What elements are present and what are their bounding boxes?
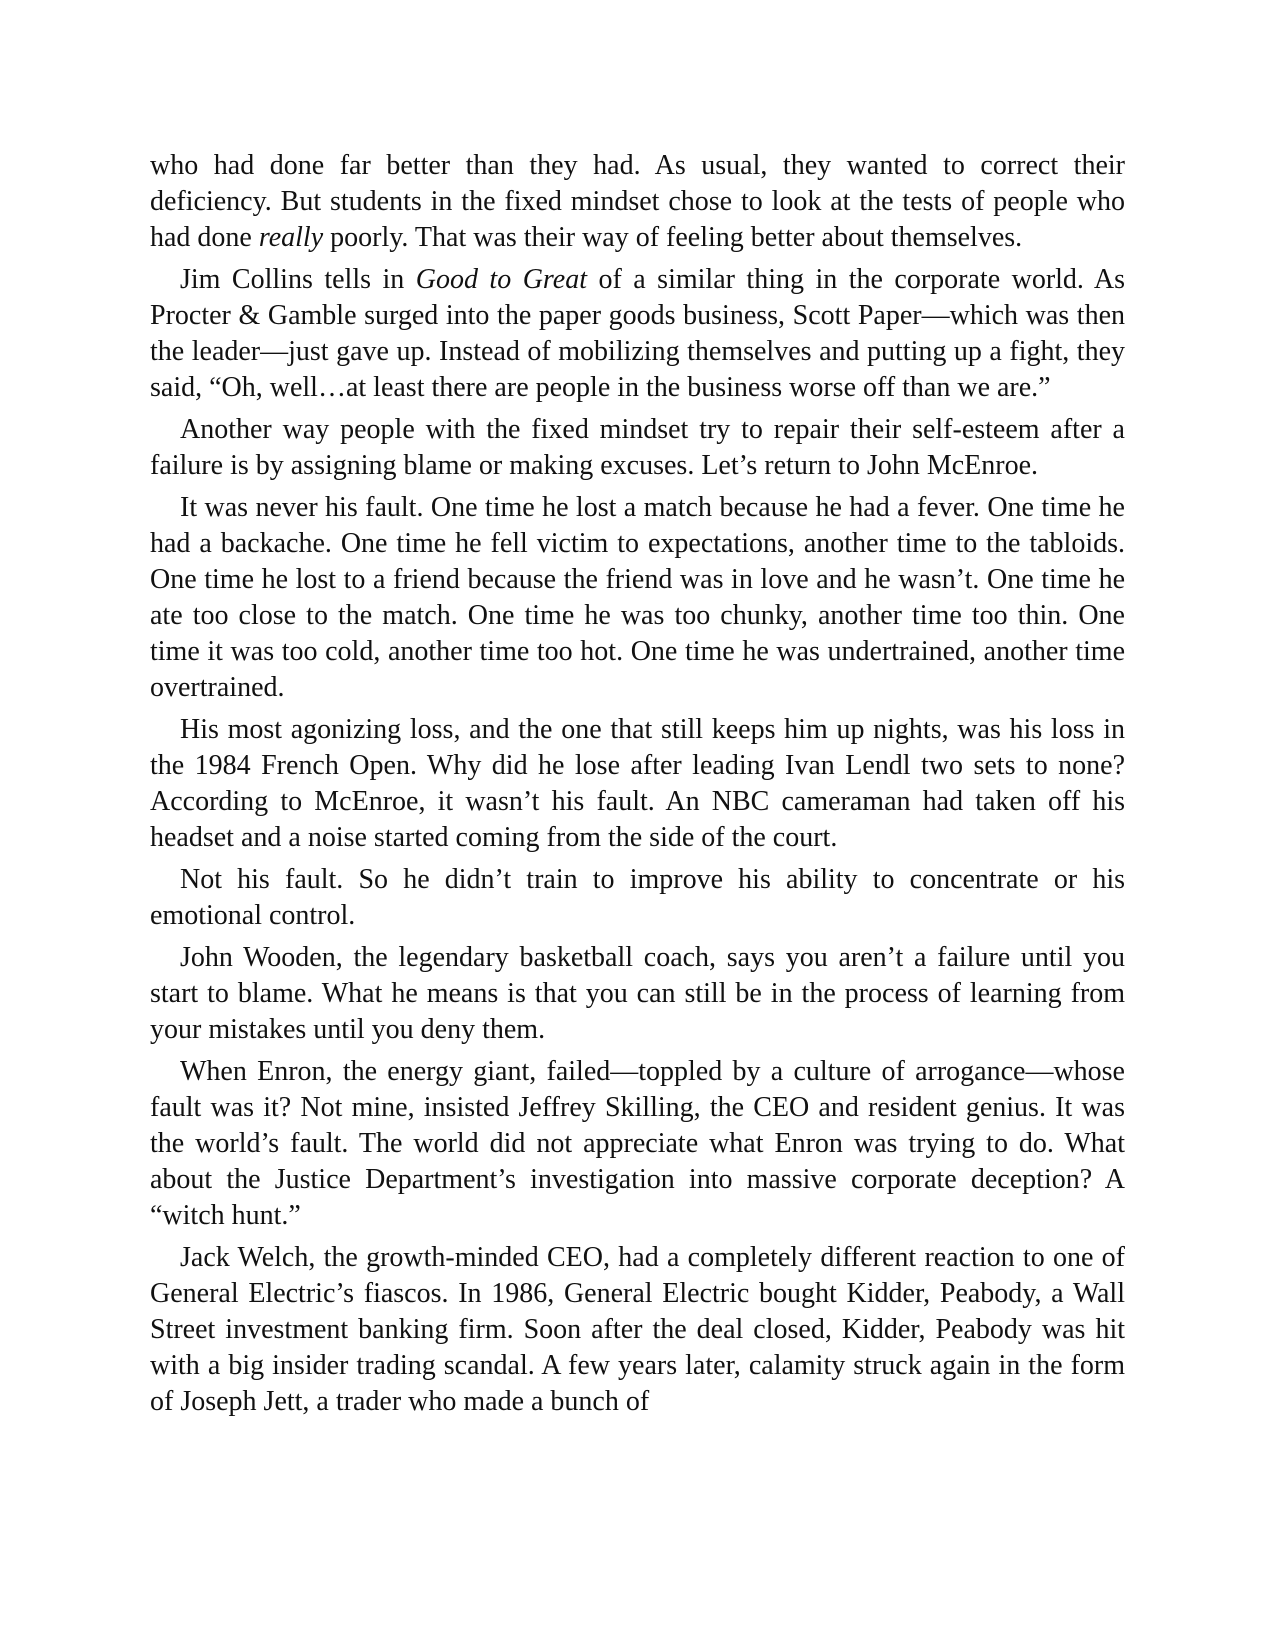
paragraph-text: His most agonizing loss, and the one that still keeps him up nights, was his loss in the 1984 French Open. Why did he lose after leading Ivan Lendl two sets to none? According to McEnroe, it wasn’t his fault. An NBC cameraman had taken off his headset and a noise started coming from the side of the court. xyxy=(150,714,1125,853)
paragraph-text: John Wooden, the legendary basketball coach, says you aren’t a failure until you start to blame. What he means is that you can still be in the process of learning from your mistakes until you deny them. xyxy=(150,942,1125,1045)
paragraph-text: poorly. That was their way of feeling better about themselves. xyxy=(323,222,1023,253)
paragraph xyxy=(150,712,1125,856)
paragraph xyxy=(150,1054,1125,1234)
paragraph xyxy=(150,148,1125,256)
paragraph-text: of a similar thing in the corporate world. As Procter & Gamble surged into the paper goods business, Scott Paper—which was then the leader—just gave up. Instead of mobilizing themselves and putting up a fight, they said, “Oh, well…at least there are people in the business worse off than we are.” xyxy=(150,264,1125,403)
book-page xyxy=(150,148,1125,1426)
paragraph-text: It was never his fault. One time he lost a match because he had a fever. One time he had a backache. One time he fell victim to expectations, another time to the tabloids. One time he lost to a friend because the friend was in love and he wasn’t. One time he ate too close to the match. One time he was too chunky, another time too thin. One time it was too cold, another time too hot. One time he was undertrained, another time overtrained. xyxy=(150,492,1125,703)
paragraph xyxy=(150,490,1125,706)
paragraph xyxy=(150,940,1125,1048)
book-title: Good to Great xyxy=(415,264,587,295)
paragraph xyxy=(150,412,1125,484)
paragraph xyxy=(150,862,1125,934)
paragraph-text: who had done far better than they had. As usual, they wanted to correct their deficiency. But students in the fixed mindset chose to look at the tests of people who had done xyxy=(150,150,1125,253)
paragraph-text: When Enron, the energy giant, failed—toppled by a culture of arrogance—whose fault was it? Not mine, insisted Jeffrey Skilling, the CEO and resident genius. It was the world’s fault. The world did not appreciate what Enron was trying to do. What about the Justice Department’s investigation into massive corporate deception? A “witch hunt.” xyxy=(150,1056,1125,1231)
paragraph-text: Not his fault. So he didn’t train to improve his ability to concentrate or his emotional control. xyxy=(150,864,1125,931)
paragraph xyxy=(150,262,1125,406)
emphasis-text: really xyxy=(258,222,324,253)
paragraph-text: Jim Collins tells in xyxy=(180,264,416,295)
paragraph-text: Jack Welch, the growth-minded CEO, had a completely different reaction to one of General Electric’s fiascos. In 1986, General Electric bought Kidder, Peabody, a Wall Street investment banking firm. Soon after the deal closed, Kidder, Peabody was hit with a big insider trading scandal. A few years later, calamity struck again in the form of Joseph Jett, a trader who made a bunch of xyxy=(150,1242,1125,1417)
paragraph-text: Another way people with the fixed mindset try to repair their self-esteem after a failure is by assigning blame or making excuses. Let’s return to John McEnroe. xyxy=(150,414,1125,481)
paragraph xyxy=(150,1240,1125,1420)
